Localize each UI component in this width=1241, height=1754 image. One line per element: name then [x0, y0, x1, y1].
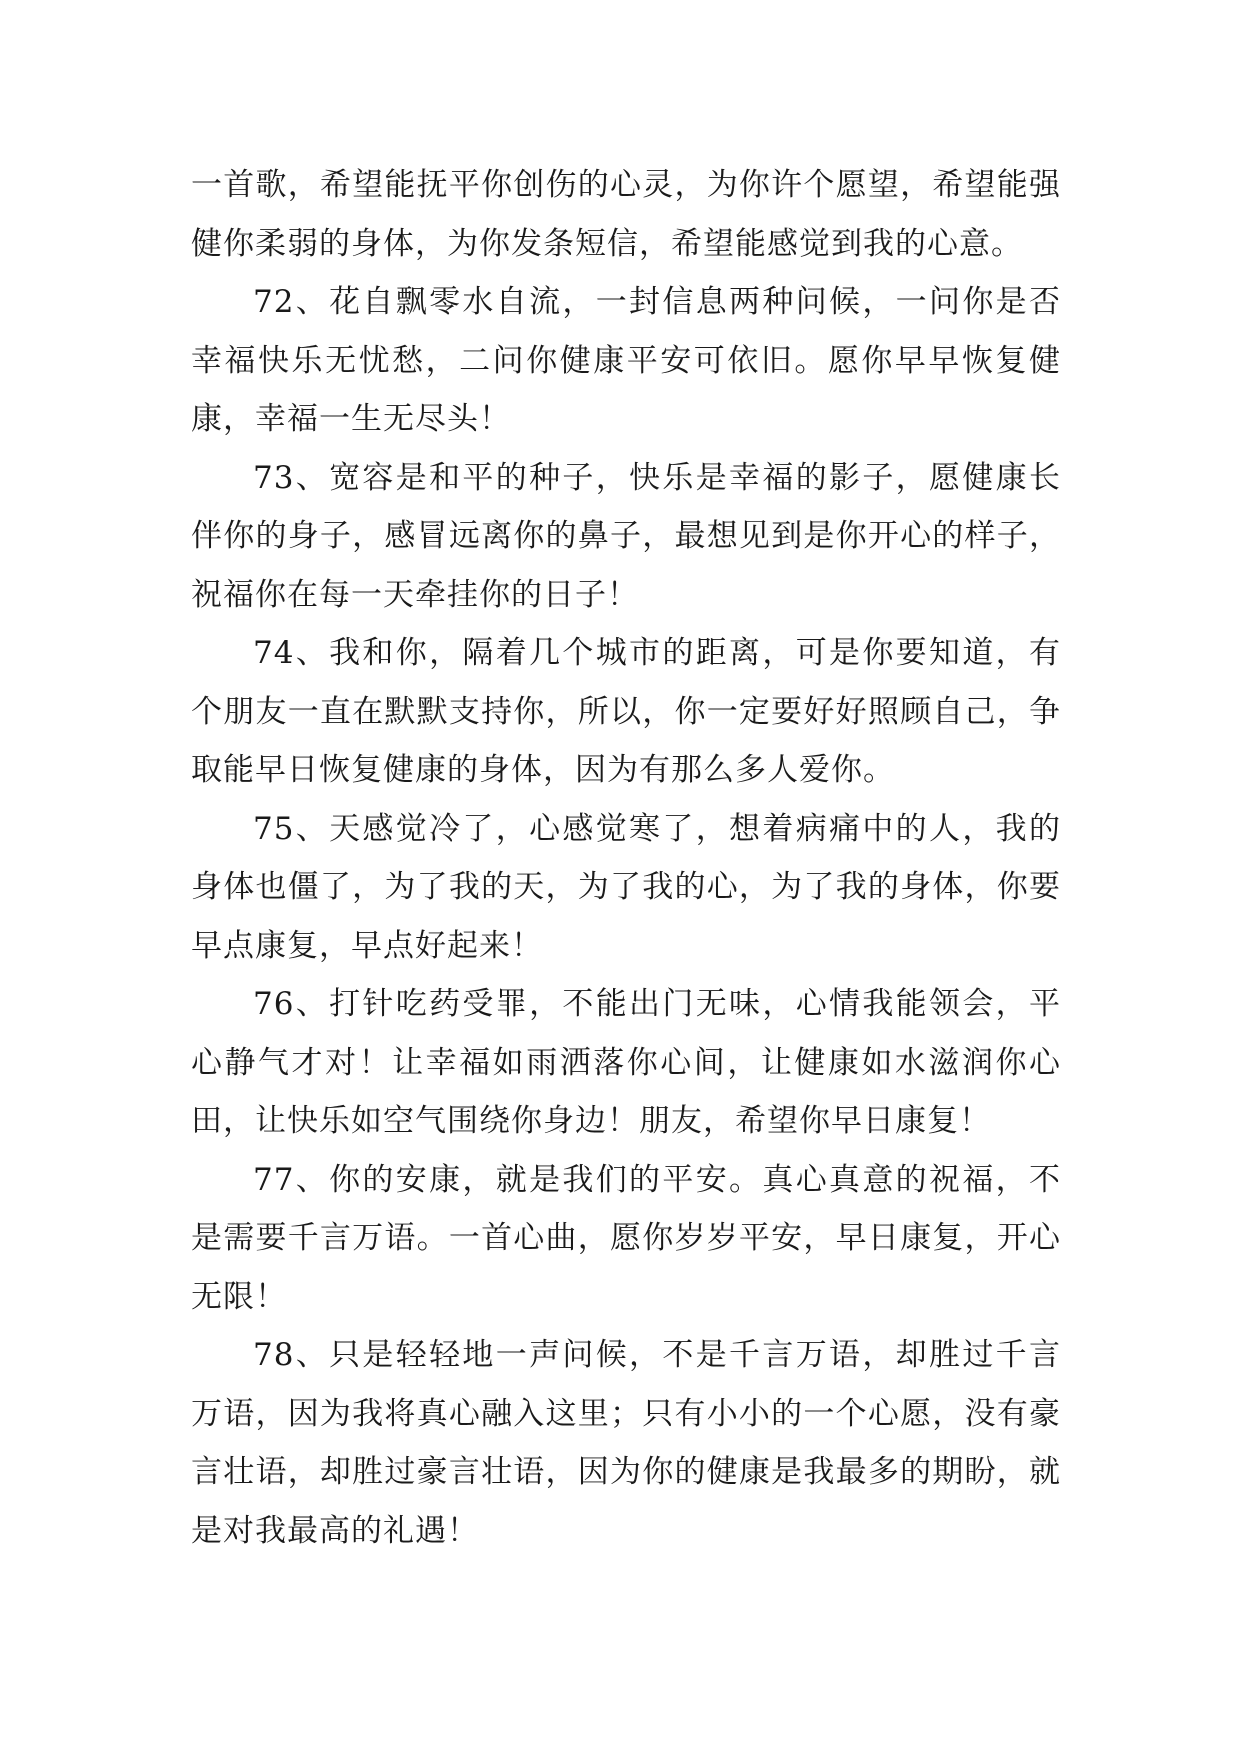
document-body — [191, 156, 1061, 1560]
paragraph-78: 78、只是轻轻地一声问候，不是千言万语，却胜过千言万语，因为我将真心融入这里；只有小小的一个心愿，没有豪言壮语，却胜过豪言壮语，因为你的健康是我最多的期盼，就是对我最高的礼遇！ — [191, 1337, 1061, 1549]
paragraph-continuation: 一首歌，希望能抚平你创伤的心灵，为你许个愿望，希望能强健你柔弱的身体，为你发条短信，希望能感觉到我的心意。 — [191, 167, 1061, 262]
paragraph-76: 76、打针吃药受罪，不能出门无味，心情我能领会，平心静气才对！让幸福如雨洒落你心间，让健康如水滋润你心田，让快乐如空气围绕你身边！朋友，希望你早日康复！ — [191, 986, 1061, 1139]
paragraph-77: 77、你的安康，就是我们的平安。真心真意的祝福，不是需要千言万语。一首心曲，愿你岁岁平安，早日康复，开心无限！ — [191, 1161, 1061, 1315]
paragraph-72: 72、花自飘零水自流，一封信息两种问候，一问你是否幸福快乐无忧愁，二问你健康平安可依旧。愿你早早恢复健康，幸福一生无尽头！ — [191, 284, 1061, 437]
paragraph-75: 75、天感觉冷了，心感觉寒了，想着病痛中的人，我的身体也僵了，为了我的天，为了我的心，为了我的身体，你要早点康复，早点好起来！ — [191, 810, 1061, 964]
paragraph-73: 73、宽容是和平的种子，快乐是幸福的影子，愿健康长伴你的身子，感冒远离你的鼻子，最想见到是你开心的样子，祝福你在每一天牵挂你的日子！ — [191, 459, 1061, 613]
paragraph-74: 74、我和你，隔着几个城市的距离，可是你要知道，有个朋友一直在默默支持你，所以，你一定要好好照顾自己，争取能早日恢复健康的身体，因为有那么多人爱你。 — [191, 635, 1061, 788]
